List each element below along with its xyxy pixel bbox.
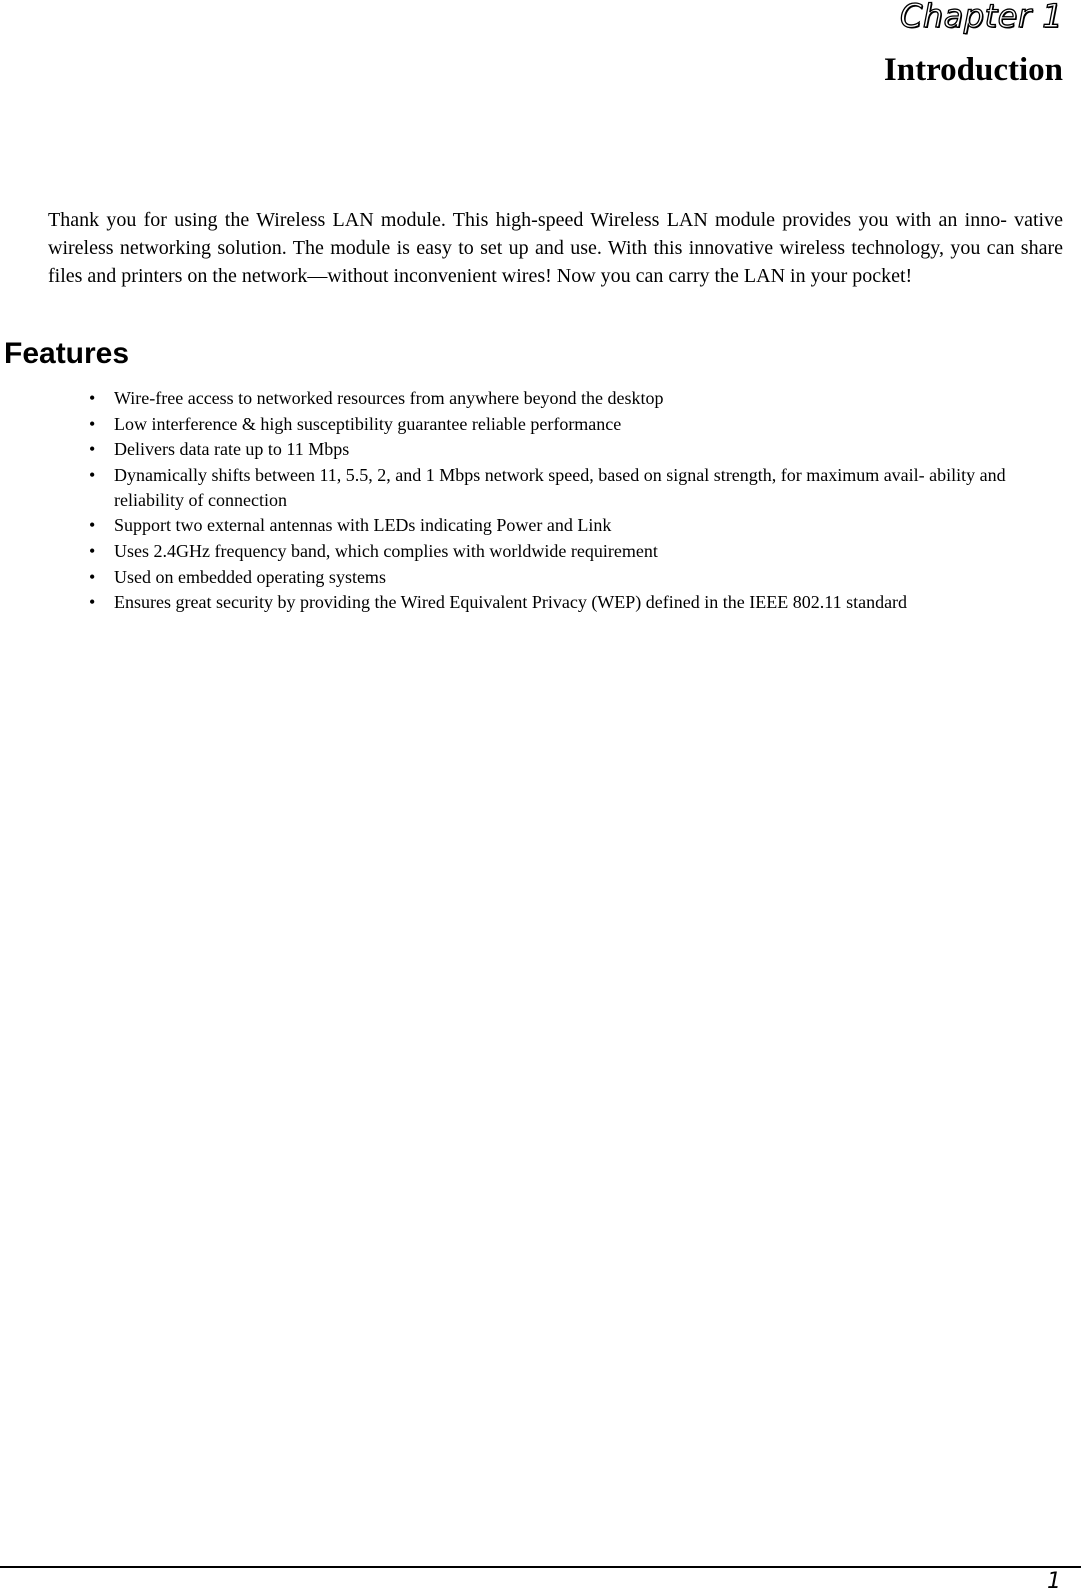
page-number: 1 [1047, 1569, 1061, 1594]
bullet-icon: • [89, 515, 96, 536]
bullet-icon: • [89, 566, 96, 587]
feature-text: Support two external antennas with LEDs indicating Power and Link [114, 515, 612, 536]
chapter-title: Introduction [883, 52, 1063, 88]
bullet-icon: • [89, 388, 96, 408]
bullet-icon: • [89, 464, 96, 485]
feature-item [0, 463, 1081, 513]
bullet-icon: • [89, 413, 96, 434]
feature-item [0, 386, 1081, 411]
feature-text: Ensures great security by providing the Wired Equivalent Privacy (WEP) defined in the IEEE 802.11 standard [114, 592, 908, 613]
feature-text: Uses 2.4GHz frequency band, which complies with worldwide requirement [114, 540, 658, 561]
feature-item [0, 513, 1081, 538]
feature-text: Wire-free access to networked resources from anywhere beyond the desktop [114, 388, 664, 408]
feature-item [0, 437, 1081, 462]
bullet-icon: • [89, 592, 96, 613]
features-list [0, 386, 1081, 616]
feature-text: Dynamically shifts between 11, 5.5, 2, and 1 Mbps network speed, based on signal strength, for maximum avail- ability and reliability of connection [114, 464, 1006, 510]
bullet-icon: • [89, 540, 96, 561]
intro-paragraph: Thank you for using the Wireless LAN module. This high-speed Wireless LAN module provides you with an inno- vative wireless networking solution. The module is easy to set up and use. With this innovative wireless technology, you can share files and printers on the network—without inconvenient wires! Now you can carry the LAN in your pocket! [48, 209, 1063, 287]
feature-text: Used on embedded operating systems [114, 566, 386, 587]
feature-text: Delivers data rate up to 11 Mbps [114, 439, 350, 460]
feature-item [0, 539, 1081, 564]
feature-text: Low interference & high susceptibility guarantee reliable performance [114, 413, 622, 434]
bullet-icon: • [89, 439, 96, 460]
feature-item [0, 565, 1081, 590]
footer-divider [0, 1566, 1081, 1568]
features-heading: Features [4, 337, 130, 370]
feature-item [0, 590, 1081, 615]
chapter-label: Chapter 1 [900, 0, 1063, 35]
feature-item [0, 412, 1081, 437]
